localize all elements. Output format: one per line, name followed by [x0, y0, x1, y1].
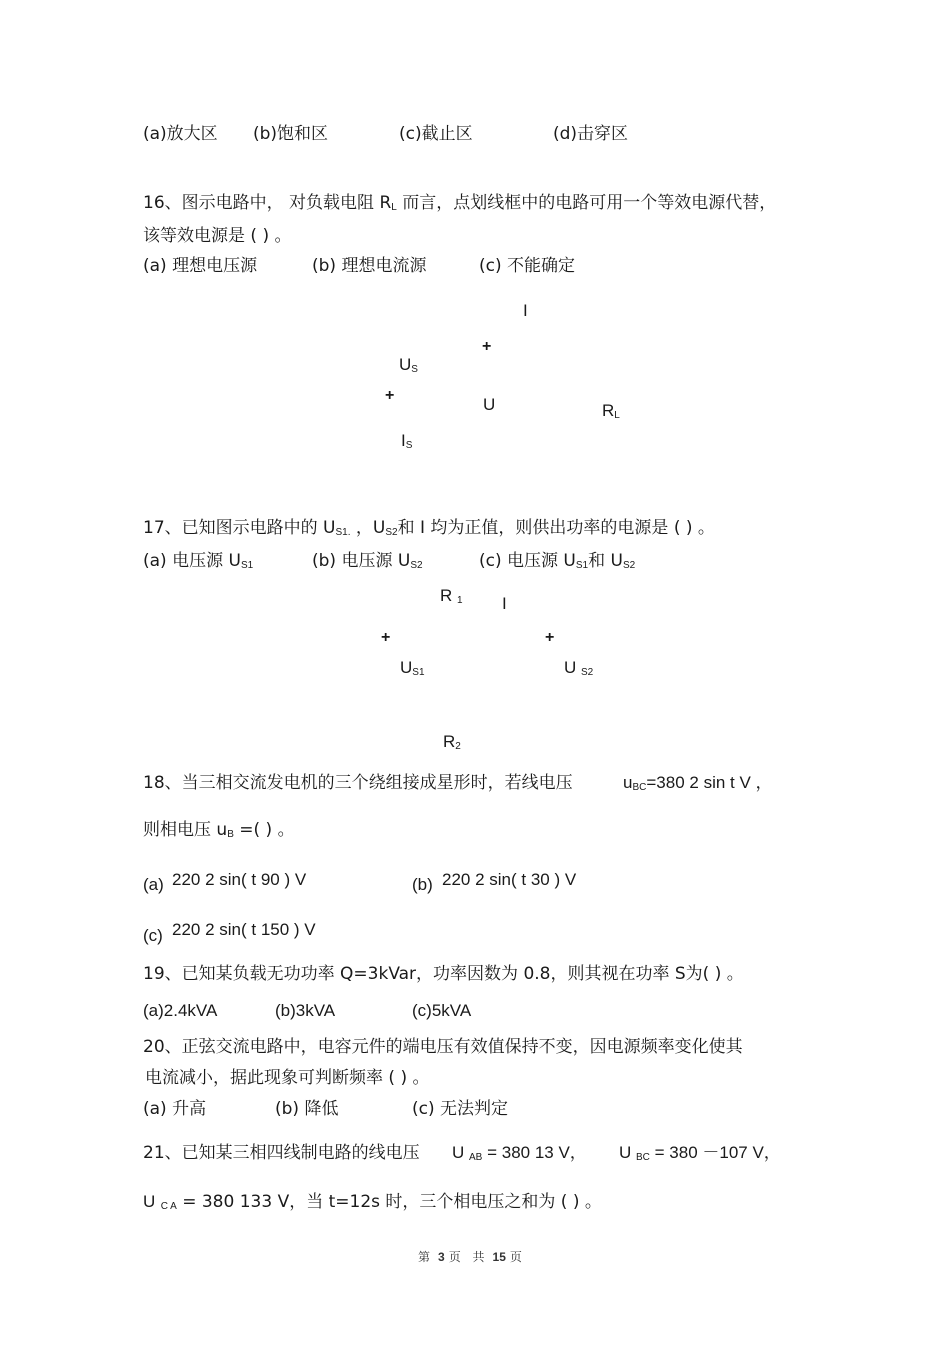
plus-sign-right: +: [545, 629, 555, 646]
option-c-label: (c): [143, 926, 163, 945]
text: 第: [418, 1250, 435, 1264]
option-c: (c) 无法判定: [412, 1099, 509, 1119]
subscript: S1: [575, 560, 589, 571]
subscript: BC: [632, 782, 647, 793]
subscript: S2: [581, 667, 594, 678]
subscript: S2: [385, 527, 398, 538]
text: R: [602, 401, 615, 420]
text: u: [623, 773, 633, 792]
option-b: (b) 降低: [275, 1099, 339, 1119]
question-18-line-1: [143, 773, 573, 793]
text: = 380 －107 V，: [649, 1143, 781, 1162]
question-21-line-2: [143, 1192, 602, 1217]
option-b: (b)3kVA: [275, 1001, 336, 1020]
total-pages: 15: [492, 1250, 506, 1264]
current-label-i: I: [502, 594, 507, 613]
text: U: [619, 1143, 632, 1162]
subscript: L: [614, 410, 620, 421]
text: 而言，点划线框中的电路可用一个等效电源代替，: [396, 193, 777, 213]
text: 页: [509, 1250, 526, 1264]
question-20-line-2: 电流减小，据此现象可判断频率 ( ) 。: [145, 1068, 430, 1088]
text: U: [452, 1143, 465, 1162]
voltage-label-u: U: [483, 395, 496, 414]
text: = 380 133 V，当 t=12s 时，三个相电压之和为 ( ) 。: [176, 1192, 602, 1212]
text: R: [443, 732, 456, 751]
option-c: 220 2 sin( t 150 ) V: [172, 920, 316, 939]
subscript: S2: [410, 560, 423, 571]
source-current-is: [401, 431, 412, 456]
text: 21、已知某三相四线制电路的线电压: [143, 1143, 420, 1163]
source-voltage-us: [399, 355, 418, 380]
text: (b) 电压源 U: [312, 551, 411, 571]
text: U: [399, 355, 412, 374]
text: U: [400, 658, 413, 677]
plus-sign-top: +: [482, 338, 492, 355]
text: = 380 13 V，: [482, 1143, 587, 1162]
text: 17、已知图示电路中的 U: [143, 518, 336, 538]
text: 16、图示电路中， 对负载电阻 R: [143, 193, 392, 213]
text: =380 2 sin t V ，: [646, 773, 773, 792]
line-voltage-ubc: [619, 1143, 781, 1168]
question-19-line-1: 19、已知某负载无功功率 Q=3kVar，功率因数为 0.8，则其视在功率 S为( ) 。: [143, 964, 744, 984]
subscript: S2: [622, 560, 636, 571]
text: (c) 电压源 U: [479, 551, 576, 571]
subscript: 2: [455, 741, 461, 752]
source-voltage-us2: [564, 658, 593, 683]
option-a: (a)放大区: [143, 124, 218, 144]
text: I: [401, 431, 406, 450]
text: =( ) 。: [233, 820, 295, 840]
subscript: BC: [636, 1152, 650, 1163]
page-number-footer: [418, 1248, 526, 1265]
option-a: (a)2.4kVA: [143, 1001, 218, 1020]
text: R: [440, 586, 453, 605]
subscript: S: [405, 440, 413, 451]
source-voltage-us1: [400, 658, 425, 683]
load-resistor-rl: [602, 401, 620, 426]
resistor-r1: [440, 586, 463, 611]
line-voltage-uab: [452, 1143, 587, 1168]
subscript: L: [391, 202, 397, 213]
text: U: [143, 1192, 156, 1211]
option-b-label: (b): [412, 875, 433, 894]
subscript: S: [411, 364, 418, 375]
subscript: S1: [412, 667, 425, 678]
text: 页 共: [448, 1250, 489, 1264]
question-16-line-1: [143, 193, 776, 218]
subscript: S1: [240, 560, 254, 571]
option-c: [479, 551, 635, 576]
text: 和 U: [588, 551, 623, 571]
option-a: (a) 理想电压源: [143, 256, 258, 276]
option-a: [143, 551, 253, 576]
text: 18、当三相交流发电机的三个绕组接成星形时，若线电压: [143, 773, 573, 793]
subscript: S1.: [335, 527, 351, 538]
subscript: 1: [457, 595, 463, 606]
line-voltage-formula: [623, 773, 773, 798]
option-c: (c)5kVA: [412, 1001, 472, 1020]
question-18-line-2: [143, 820, 295, 845]
option-a: 220 2 sin( t 90 ) V: [172, 870, 307, 889]
current-label-i: I: [523, 301, 528, 320]
option-a-label: (a): [143, 875, 164, 894]
text: 则相电压 u: [143, 820, 228, 840]
resistor-r2: [443, 732, 461, 757]
subscript: C A: [160, 1201, 177, 1212]
option-c: (c) 不能确定: [479, 256, 576, 276]
question-20-line-1: 20、正弦交流电路中，电容元件的端电压有效值保持不变，因电源频率变化使其: [143, 1037, 743, 1057]
text: 和 I 均为正值，则供出功率的电源是 ( ) 。: [397, 518, 715, 538]
option-b: [312, 551, 423, 576]
question-16-line-2: 该等效电源是 ( ) 。: [143, 226, 292, 246]
question-21-line-1: [143, 1143, 420, 1163]
option-d: (d)击穿区: [553, 124, 629, 144]
option-c: (c)截止区: [399, 124, 473, 144]
subscript: AB: [469, 1152, 483, 1163]
question-17-line-1: [143, 518, 715, 543]
option-a: (a) 升高: [143, 1099, 207, 1119]
plus-sign-left: +: [385, 387, 395, 404]
current-page: 3: [438, 1250, 445, 1264]
option-b: (b) 理想电流源: [312, 256, 427, 276]
text: (a) 电压源 U: [143, 551, 241, 571]
option-b: (b)饱和区: [253, 124, 329, 144]
text: ，U: [350, 518, 386, 538]
option-b: 220 2 sin( t 30 ) V: [442, 870, 577, 889]
plus-sign-left: +: [381, 629, 391, 646]
text: U: [564, 658, 577, 677]
subscript: B: [227, 829, 234, 840]
